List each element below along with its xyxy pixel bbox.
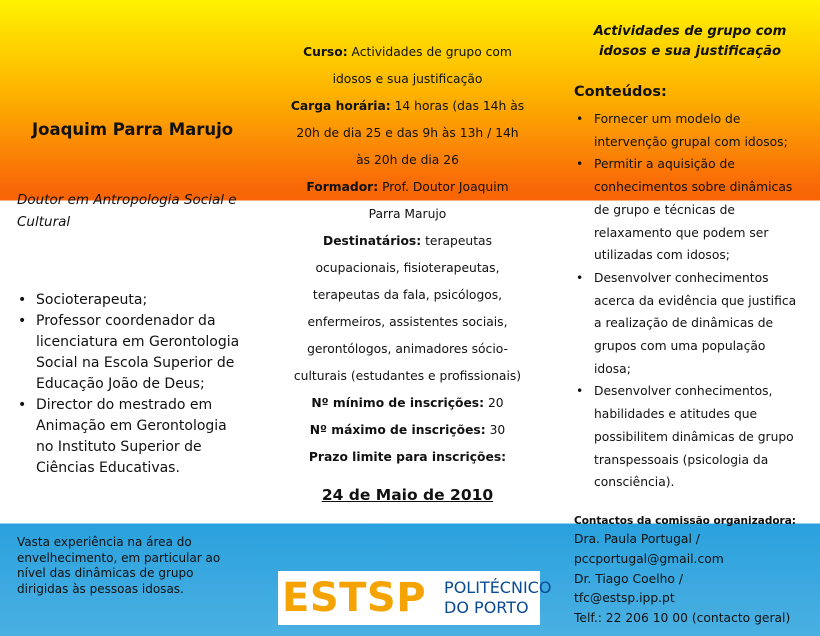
logo-politecnico-text bbox=[444, 578, 551, 618]
course-details bbox=[290, 39, 525, 471]
course-value: Actividades de grupo com idosos e sua justificação bbox=[332, 45, 512, 86]
trainer-experience: Vasta experiência na área do envelhecimento, em particular ao nível das dinâmicas de grupo dirigidas às pessoas idosas. bbox=[17, 535, 221, 596]
trainer-value: Prof. Doutor Joaquim Parra Marujo bbox=[368, 180, 509, 221]
logo-line-2: DO PORTO bbox=[444, 598, 529, 617]
estsp-logo bbox=[278, 571, 552, 625]
contents-item: • Desenvolver conhecimentos acerca da evidência que justifica a realização de dinâmicas de grupos com uma população idosa; bbox=[574, 267, 806, 381]
audience-value: terapeutas ocupacionais, fisioterapeutas, terapeutas da fala, psicólogos, enfermeiros, assistentes sociais, gerontólogos, animadores sócio-culturais (estudantes e profissionais) bbox=[293, 234, 522, 383]
max-enrolment-line bbox=[290, 417, 525, 444]
audience-line bbox=[290, 228, 525, 390]
contact-name-1: Dra. Paula Portugal / bbox=[574, 532, 700, 546]
role-item: • Socioterapeuta; bbox=[17, 290, 247, 311]
min-enrolment-line bbox=[290, 390, 525, 417]
contents-heading: Conteúdos: bbox=[574, 84, 667, 100]
logo-estsp-text: ESTSP bbox=[282, 575, 427, 621]
deadline-date: 24 de Maio de 2010 bbox=[321, 486, 494, 504]
role-item: • Professor coordenador da licenciatura em Gerontologia Social na Escola Superior de Educação João de Deus; bbox=[17, 311, 247, 395]
trainer-label: Formador: bbox=[306, 180, 379, 194]
max-enrolment-value: 30 bbox=[489, 423, 506, 437]
contents-item: • Desenvolver conhecimentos, habilidades e atitudes que possibilitem dinâmicas de grupo transpessoais (psicologia da consciência). bbox=[574, 380, 806, 494]
hours-value: 14 horas (das 14h às 20h de dia 25 e das 9h às 13h / 14h às 20h de dia 26 bbox=[296, 99, 525, 167]
deadline-label: Prazo limite para inscrições: bbox=[308, 450, 507, 464]
trainer-roles-list bbox=[17, 290, 247, 479]
trainer-degree: Doutor em Antropologia Social e Cultural bbox=[17, 192, 237, 230]
hours-label: Carga horária: bbox=[290, 99, 391, 113]
contents-list bbox=[574, 108, 806, 494]
role-item: • Director do mestrado em Animação em Gerontologia no Instituto Superior de Ciências Educativas. bbox=[17, 395, 247, 479]
course-line bbox=[290, 39, 525, 93]
min-enrolment-label: Nº mínimo de inscrições: bbox=[311, 396, 485, 410]
max-enrolment-label: Nº máximo de inscrições: bbox=[309, 423, 486, 437]
trainer-name: Joaquim Parra Marujo bbox=[32, 120, 234, 139]
contents-item: • Permitir a aquisição de conhecimentos sobre dinâmicas de grupo e técnicas de relaxamento que podem ser utilizadas com idosos; bbox=[574, 153, 806, 267]
audience-label: Destinatários: bbox=[323, 234, 422, 248]
course-title: Actividades de grupo com idosos e sua justificação bbox=[593, 24, 787, 59]
deadline-line bbox=[290, 444, 525, 471]
course-label: Curso: bbox=[303, 45, 348, 59]
contact-name-2: Dr. Tiago Coelho / bbox=[574, 571, 683, 586]
trainer-line bbox=[290, 174, 525, 228]
min-enrolment-value: 20 bbox=[487, 396, 504, 410]
hours-line bbox=[290, 93, 525, 174]
contact-phone: Telf.: 22 206 10 00 (contacto geral) bbox=[574, 611, 791, 626]
contacts-block bbox=[574, 530, 814, 629]
contact-email-2[interactable]: tfc@estsp.ipp.pt bbox=[574, 591, 675, 606]
contacts-heading: Contactos da comissão organizadora: bbox=[574, 515, 797, 527]
logo-line-1: POLITÉCNICO bbox=[444, 578, 552, 597]
contents-item: • Fornecer um modelo de intervenção grupal com idosos; bbox=[574, 108, 806, 153]
contact-email-1[interactable]: pccportugal@gmail.com bbox=[574, 551, 724, 566]
